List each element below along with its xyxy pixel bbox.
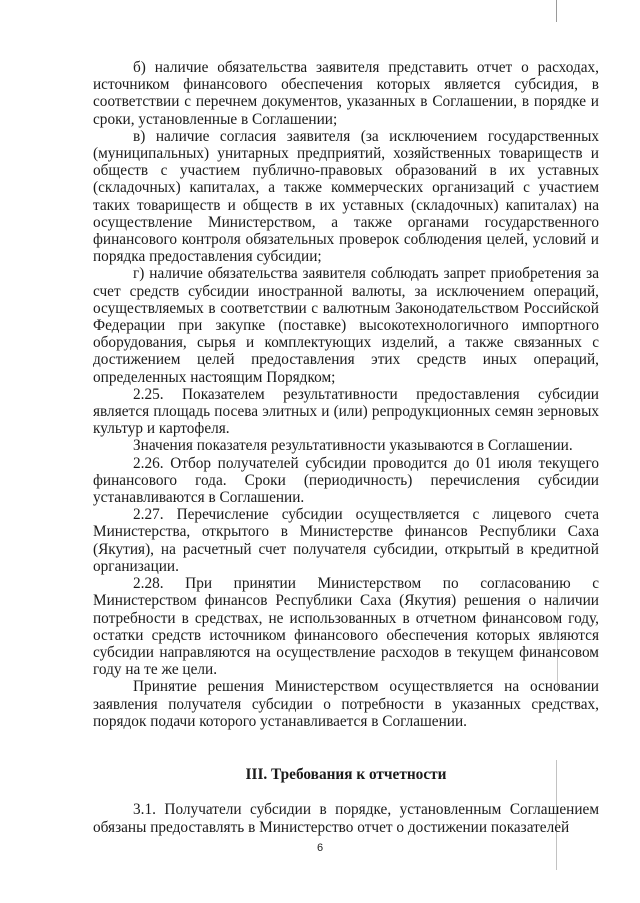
paragraph-b: б) наличие обязательства заявителя представить отчет о расходах, источником финансового обеспечения которых является субсидия, в соответствии с перечнем документов, указанных в Соглашении, в порядке и сроки, установленные в Соглашении; [93,59,599,128]
paragraph-3-1: 3.1. Получатели субсидии в порядке, установленным Соглашением обязаны предоставлять в Министерство отчет о достижении показателей [93,801,599,836]
document-body [93,59,599,730]
paragraph-2-27: 2.27. Перечисление субсидии осуществляется с лицевого счета Министерства, открытого в Министерстве финансов Республики Саха (Якутия), на расчетный счет получателя субсидии, открытый в кредитной организации. [93,506,599,575]
section-body [93,801,599,837]
section-heading: III. Требования к отчетности [245,766,447,783]
paragraph-g: г) наличие обязательства заявителя соблюдать запрет приобретения за счет средств субсидии иностранной валюты, за исключением операций, осуществляемых в соответствии с валютным Законодательством Российской Федерации при закупке (поставке) высокотехнологичного импортного оборудования, сырья и комплектующих изделий, а также связанных с достижением целей предоставления этих средств иных операций, определенных настоящим Порядком; [93,265,599,386]
paragraph-2-28: 2.28. При принятии Министерством по согласованию с Министерством финансов Республики Саха (Якутия) решения о наличии потребности в средствах, не использованных в отчетном финансовом году, остатки средств источником финансового обеспечения которых являются субсидии направляются на осуществление расходов в текущем финансовом году на те же цели. [93,575,599,679]
scan-artifact-line [556,0,557,22]
paragraph-2-25: 2.25. Показателем результативности предоставления субсидии является площадь посева элитных и (или) репродукционных семян зерновых культур и картофеля. [93,385,599,438]
page-number: 6 [316,842,324,854]
paragraph-v: в) наличие согласия заявителя (за исключением государственных (муниципальных) унитарных предприятий, хозяйственных товариществ и обществ с участием публично-правовых образований в их уставных (складочных) капиталах, а также коммерческих организаций с участием таких товариществ и обществ в их уставных (складочных) капиталах) на осуществление Министерством, а также органами государственного финансового контроля обязательных проверок соблюдения целей, условий и порядка предоставления субсидии; [93,127,599,266]
paragraph-2-26: 2.26. Отбор получателей субсидии проводится до 01 июля текущего финансового года. Сроки (периодичность) перечисления субсидии устанавливаются в Соглашении. [93,454,599,507]
paragraph-decision: Принятие решения Министерством осуществляется на основании заявления получателя субсидии о потребности в указанных средствах, порядок подачи которого устанавливается в Соглашении. [93,678,599,730]
paragraph-indicator-values: Значения показателя результативности указываются в Соглашении. [133,437,573,455]
